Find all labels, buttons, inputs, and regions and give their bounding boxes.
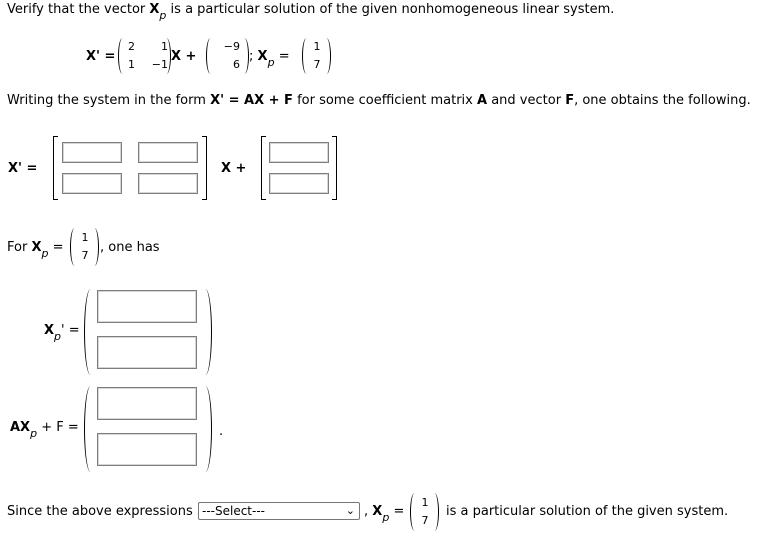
forcing-entry-2: 6 — [233, 58, 240, 71]
matrix-a-21-input[interactable] — [62, 173, 122, 194]
forcing-entry-1: −9 — [223, 40, 240, 53]
matrix-left-bracket — [53, 136, 58, 200]
form-equation: X' = AX + F — [210, 93, 293, 108]
forcing-left-paren — [206, 38, 215, 74]
select-value: ---Select--- — [202, 504, 265, 518]
xp-vector — [312, 41, 322, 71]
xp-symbol: X — [257, 49, 268, 64]
conclusion-select[interactable] — [198, 502, 360, 520]
xp-subscript: p — [159, 9, 167, 22]
conclusion-text: Since the above expressions — [7, 504, 193, 519]
conclusion-left-paren — [410, 493, 419, 531]
axp-plus-f-2-input[interactable] — [97, 433, 197, 466]
matrix-cell-12: 1 — [161, 40, 168, 53]
matrix-cell-22: −1 — [151, 58, 168, 71]
matrix-left-paren — [118, 38, 127, 74]
matrix-cell-11: 2 — [128, 40, 135, 53]
for-xp-vector: 1 7 — [81, 231, 89, 262]
xp-prime-right-paren — [199, 289, 212, 375]
vector-f-1-input[interactable] — [269, 142, 329, 163]
axp-plus-f-1-input[interactable] — [97, 387, 197, 420]
one-has-text: , one has — [100, 240, 160, 255]
intro-line — [7, 2, 615, 22]
axp-right-paren — [199, 386, 212, 472]
xp-subscript: p — [267, 56, 275, 69]
matrix-right-paren — [162, 38, 171, 74]
xp-entry-2: 7 — [313, 58, 321, 71]
chevron-down-icon: ⌄ — [345, 504, 355, 517]
vector-f-left-bracket — [261, 136, 266, 200]
xp-symbol: X — [149, 2, 160, 17]
forcing-vector — [218, 41, 240, 71]
xp-symbol: X — [31, 240, 42, 255]
matrix-a-22-input[interactable] — [138, 173, 198, 194]
answer-x-plus: X + — [221, 161, 247, 176]
system-x-plus: X + — [171, 49, 197, 64]
conclusion-xp-eq: , $X_p$ = — [364, 504, 405, 524]
system-xp-eq: ; $X_p$ = — [249, 49, 290, 69]
axp-plus-f-label: $AX_p + F$ = — [10, 420, 79, 440]
for-xp-left-paren — [70, 228, 79, 266]
xp-prime-left-paren — [84, 289, 97, 375]
intro-rest-text: is a particular solution of the given nonhomogeneous linear system. — [170, 2, 615, 17]
forcing-right-paren — [240, 38, 249, 74]
vector-f-symbol: F — [565, 93, 575, 108]
matrix-cell-21: 1 — [128, 58, 135, 71]
xp-prime-label: $X_p'$ = — [44, 323, 80, 343]
xp-prime-2-input[interactable] — [97, 336, 197, 369]
xp-subscript: p — [41, 247, 49, 260]
axp-period: . — [219, 424, 224, 439]
for-xp-label: For $X_p$ = — [7, 240, 64, 260]
conclusion-right-paren — [430, 493, 439, 531]
axp-left-paren — [84, 386, 97, 472]
vector-f-2-input[interactable] — [269, 173, 329, 194]
for-xp-right-paren — [90, 228, 99, 266]
xp-right-paren — [322, 38, 331, 74]
matrix-a-symbol: A — [477, 93, 488, 108]
matrix-a-11-input[interactable] — [62, 142, 122, 163]
matrix-right-bracket — [202, 136, 207, 200]
writing-line: Writing the system in the form X' = AX + F for some coefficient matrix A and vector F, one obtains the following. — [7, 93, 751, 108]
system-xprime-label: X' = — [86, 49, 116, 64]
answer-xprime-label: X' = — [8, 161, 38, 176]
conclusion-vector: 1 7 — [421, 496, 429, 527]
matrix-a-12-input[interactable] — [138, 142, 198, 163]
intro-text: Verify that the vector — [7, 2, 146, 17]
xp-entry-1: 1 — [313, 40, 321, 53]
vector-f-right-bracket — [332, 136, 337, 200]
xp-prime-1-input[interactable] — [97, 290, 197, 323]
conclusion-post-text: is a particular solution of the given system. — [446, 504, 729, 519]
xp-left-paren — [302, 38, 311, 74]
